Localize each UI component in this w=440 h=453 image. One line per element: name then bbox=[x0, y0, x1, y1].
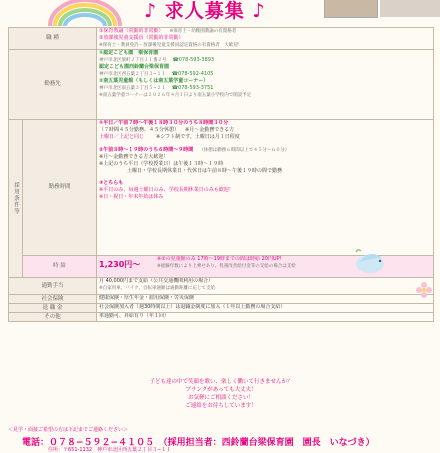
kinmusaki-a-addr: 神戸市北区梁町２丁目１１番２号 bbox=[99, 58, 167, 63]
row-taishoku bbox=[9, 304, 434, 313]
sonota-value: 車通勤可、昇給有り（年１回） bbox=[97, 313, 434, 322]
shift-3-line2: ※日・祝日・年末年始は休み bbox=[99, 194, 164, 200]
shift-3-line1: ※平日のみ、毎週土曜日のみ、学校長期休業日のみも歓迎！ bbox=[99, 187, 234, 193]
row-hoken bbox=[9, 295, 434, 304]
row-tsukin bbox=[9, 278, 434, 295]
kinmusaki-c-note: ※南五葉学童コーナーは２０２６年４月１日より南五葉小学校内で開設予定 bbox=[99, 93, 252, 98]
label-saiyou: 採用条件等 bbox=[9, 120, 23, 278]
contact-address: 住所：〒651-1132 神戸市北区西五葉２丁目３−１１ bbox=[48, 447, 172, 453]
taishoku-value: 社会保険加入者（週30時間以上）は退職金制度に加入（１年以上勤務の場合支給） bbox=[97, 304, 434, 313]
row-sonota bbox=[9, 313, 434, 322]
shokushu-1: ①保育教諭（常勤的非常勤） bbox=[99, 28, 164, 34]
page-title: ♪ 求人募集 ♪ bbox=[144, 0, 266, 22]
wage-note-2: ※経験年数により上乗せあり、処遇改善給付金等の支給の場合は支給 bbox=[157, 264, 296, 269]
wage-note-1: ※②の児童館のみ 17時〜19時までの間は時給 20円UP! bbox=[157, 256, 282, 262]
flower-illustration bbox=[414, 280, 434, 300]
kinmusaki-b-name: 認定こども園西鈴蘭台梁保育園 bbox=[99, 64, 170, 70]
kinmusaki-b-tel: ☎078-592-4105 bbox=[171, 71, 214, 77]
children-photo bbox=[380, 0, 440, 17]
shift-1-sat: 土曜日／上記と同じ bbox=[99, 134, 145, 140]
shift-1-title: ①平日／午前７時〜午後１８時３０分のうち８時間３０分 bbox=[99, 120, 229, 126]
tsukin-line1: 月 40,000円まで支給（公共交通機関利用の場合） bbox=[99, 278, 214, 284]
shift-2-title-note: （休憩は勤務６時間以上で４５分〜６０分） bbox=[199, 148, 290, 153]
shokushu-2-req: ※保育士・教員免許・放課後児童支援員認定資格の有資格者 大歓迎！ bbox=[99, 43, 243, 48]
kinmusaki-c-name: ②南五葉児童館（もしくは南五葉学童コーナー） bbox=[99, 78, 209, 84]
rainbow-illustration bbox=[46, 0, 124, 26]
row-shokushu bbox=[9, 28, 434, 50]
footer-msg-2: ブランクがあっても大丈夫！ bbox=[185, 387, 257, 393]
bird-illustration bbox=[352, 246, 390, 276]
label-hoken: 社会保険 bbox=[9, 295, 97, 304]
shift-2-holiday: 土曜日・学校長期休業日・代休日は午前８時〜午後１９時の間で勤務 bbox=[127, 168, 283, 174]
contact-phone: 電話：０７８−５９２−４１０５ （採用担当者：西鈴蘭台梁保育園 園長 いなづき） bbox=[22, 438, 375, 448]
label-sonota: その他 bbox=[9, 313, 97, 322]
footer-msg-3: お気軽にご相談ください！ bbox=[187, 395, 254, 401]
kinmusaki-a-name: ①認定こども園 梁保育園 bbox=[99, 50, 159, 56]
shift-1-note: ※月〜金勤務できる方 bbox=[185, 127, 235, 133]
job-details-table bbox=[8, 27, 434, 322]
contact-intro: ＜見学・面接ご希望の方は下記までご連絡ください＞ bbox=[8, 427, 129, 433]
footer-msg-1: 子ども達の中で笑顔を歌い、楽しく働いて行きませんか？ bbox=[149, 379, 293, 385]
label-kinmujikan: 勤務時間 bbox=[23, 120, 97, 256]
kinmusaki-a-tel: ☎078-593-3893 bbox=[172, 57, 215, 63]
shift-1-sub: （７時間４５分勤務、４５分休憩） bbox=[99, 127, 180, 133]
hoken-value: 健康保険・厚生年金・雇用保険・労災保険 bbox=[97, 295, 434, 304]
shift-2-note: ※月〜金勤務できる方大歓迎！ bbox=[99, 154, 169, 160]
row-kinmujikan bbox=[9, 120, 434, 256]
label-taishoku: 退 職 金 bbox=[9, 304, 97, 313]
shokushu-1-req: ※保育士・幼稚園教諭の有資格者 bbox=[169, 29, 237, 34]
label-tsukin: 通勤手当 bbox=[9, 278, 97, 295]
shift-2-title: ②午前８時〜１９時のうち６時間〜９時間 bbox=[99, 147, 194, 153]
shokushu-2: ②放課後児童支援員（常勤的非常勤） bbox=[99, 35, 184, 41]
kinmusaki-c-addr: 神戸市北区南五葉３丁目５−２１ bbox=[99, 86, 166, 91]
footer bbox=[8, 378, 434, 453]
shift-2-hours: ※上記のうち平日（学校授業日）は午後１３時〜１９時 bbox=[99, 161, 224, 167]
label-kyuyo: 時 給 bbox=[23, 256, 97, 278]
row-kinmusaki bbox=[9, 50, 434, 120]
wage-amount: 1,230円〜 bbox=[99, 260, 141, 269]
footer-msg-4: ご連絡をお待ちしています！ bbox=[185, 403, 257, 409]
kinmusaki-c-tel: ☎078-593-3751 bbox=[171, 85, 214, 91]
shift-1-shift: ※シフト制です。土曜日は月１日程度 bbox=[156, 134, 240, 140]
label-kinmusaki: 勤務先 bbox=[9, 50, 97, 120]
label-shokushu: 職 種 bbox=[9, 28, 97, 50]
tsukin-line2: ※自家用車、バイク、自転車通勤は通勤距離に応じて支給 bbox=[99, 286, 215, 291]
kinmusaki-b-addr: 神戸市北区西五葉２丁目３−１１ bbox=[99, 72, 166, 77]
shift-3-title: ③とちらも bbox=[99, 180, 124, 186]
staff-photo bbox=[324, 0, 378, 18]
